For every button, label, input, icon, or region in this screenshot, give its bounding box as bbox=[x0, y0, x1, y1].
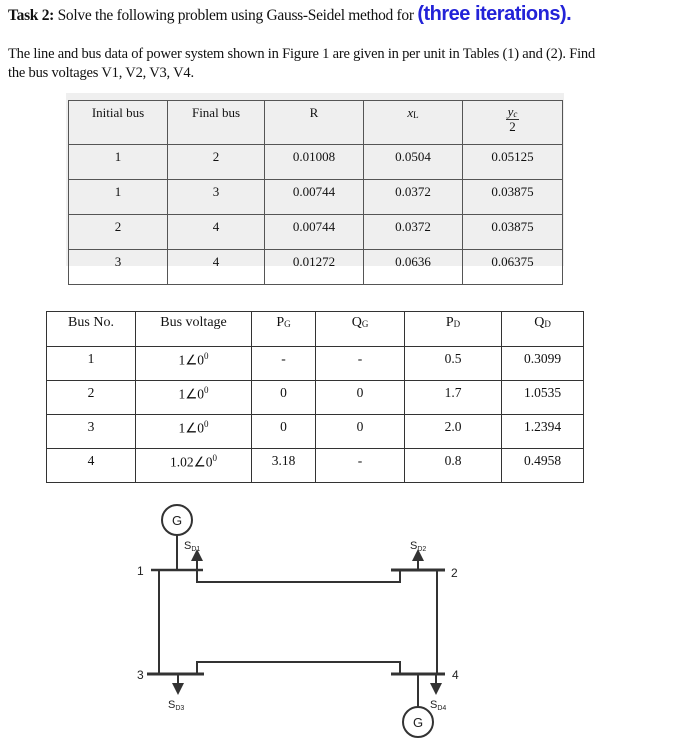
cell: 3 bbox=[69, 250, 168, 285]
cell: 4 bbox=[168, 215, 265, 250]
cell: 2 bbox=[168, 145, 265, 180]
line-3-4 bbox=[197, 662, 400, 674]
task-highlight: (three iterations). bbox=[417, 3, 572, 25]
load-symbol: S bbox=[184, 540, 192, 552]
angle-symbol: ∠ bbox=[185, 420, 198, 436]
cell-bus-no: 3 bbox=[47, 415, 136, 449]
cell: 0.0372 bbox=[364, 215, 463, 250]
load-label-4 bbox=[430, 699, 446, 712]
load-label-1 bbox=[184, 540, 200, 553]
yc-subscript: c bbox=[513, 109, 518, 119]
cell-qg: - bbox=[316, 347, 405, 381]
bus-label-1: 1 bbox=[137, 564, 144, 578]
degree-symbol: 0 bbox=[204, 351, 209, 361]
degree-symbol: 0 bbox=[212, 453, 217, 463]
pd-symbol: P bbox=[445, 315, 454, 330]
yc-denominator: 2 bbox=[509, 119, 516, 134]
cell: 1 bbox=[69, 180, 168, 215]
cell: 0.03875 bbox=[463, 180, 563, 215]
cell-qg: - bbox=[316, 449, 405, 483]
qd-subscript: D bbox=[544, 319, 551, 329]
pg-subscript: G bbox=[284, 319, 291, 329]
cell-pd: 0.5 bbox=[405, 347, 502, 381]
load-label-2 bbox=[410, 540, 426, 553]
load-subscript: D1 bbox=[191, 546, 201, 553]
task-label: Task 2: bbox=[8, 7, 55, 24]
cell-pd: 0.8 bbox=[405, 449, 502, 483]
yc-symbol: y bbox=[507, 104, 514, 119]
load-symbol: S bbox=[430, 699, 438, 711]
cell: 2 bbox=[69, 215, 168, 250]
angle-symbol: ∠ bbox=[185, 352, 198, 368]
cell-qd: 1.2394 bbox=[502, 415, 584, 449]
voltage-magnitude: 1 bbox=[178, 420, 186, 436]
header-r: R bbox=[265, 101, 364, 145]
cell-qd: 0.3099 bbox=[502, 347, 584, 381]
bus-label-3: 3 bbox=[137, 668, 144, 682]
voltage-angle: 0 bbox=[197, 386, 205, 402]
cell: 0.01008 bbox=[265, 145, 364, 180]
qg-symbol: Q bbox=[351, 315, 362, 330]
intro-line-1: The line and bus data of power system shown in Figure 1 are given in per unit in Tables (1) and (2). Find bbox=[8, 46, 595, 62]
cell-bus-no: 1 bbox=[47, 347, 136, 381]
xl-subscript: L bbox=[413, 110, 419, 120]
angle-symbol: ∠ bbox=[193, 454, 206, 470]
cell-pg: 0 bbox=[252, 415, 316, 449]
voltage-angle: 0 bbox=[197, 420, 205, 436]
load-subscript: D2 bbox=[417, 546, 427, 553]
load-subscript: D3 bbox=[175, 705, 185, 712]
line-1-2 bbox=[197, 570, 400, 582]
pd-subscript: D bbox=[453, 319, 461, 329]
voltage-magnitude: 1 bbox=[178, 352, 186, 368]
load-symbol: S bbox=[168, 699, 176, 711]
cell: 3 bbox=[168, 180, 265, 215]
cell-qg: 0 bbox=[316, 415, 405, 449]
header-final-bus: Final bus bbox=[168, 101, 265, 145]
task-text: Solve the following problem using Gauss-Seidel method for bbox=[57, 7, 414, 24]
qg-subscript: G bbox=[361, 319, 369, 329]
load-label-3 bbox=[168, 699, 184, 712]
cell-qd: 1.0535 bbox=[502, 381, 584, 415]
load-symbol: S bbox=[410, 540, 418, 552]
cell-pg: - bbox=[252, 347, 316, 381]
cell-pd: 2.0 bbox=[405, 415, 502, 449]
cell: 0.01272 bbox=[265, 250, 364, 285]
voltage-magnitude: 1.02 bbox=[170, 454, 194, 470]
bus-label-4: 4 bbox=[452, 668, 459, 682]
cell-pd: 1.7 bbox=[405, 381, 502, 415]
cell: 0.0636 bbox=[364, 250, 463, 285]
generator-1-label: G bbox=[171, 513, 183, 528]
generator-4-label: G bbox=[412, 715, 424, 730]
cell: 0.0504 bbox=[364, 145, 463, 180]
header-bus-voltage: Bus voltage bbox=[136, 312, 252, 347]
bus-label-2: 2 bbox=[451, 566, 458, 580]
degree-symbol: 0 bbox=[204, 419, 209, 429]
cell-pg: 0 bbox=[252, 381, 316, 415]
cell-pg: 3.18 bbox=[252, 449, 316, 483]
intro-line-2: the bus voltages V1, V2, V3, V4. bbox=[8, 65, 194, 81]
cell: 0.03875 bbox=[463, 215, 563, 250]
voltage-angle: 0 bbox=[197, 352, 205, 368]
header-initial-bus: Initial bus bbox=[69, 101, 168, 145]
cell: 0.00744 bbox=[265, 180, 364, 215]
xl-symbol: x bbox=[407, 105, 414, 120]
degree-symbol: 0 bbox=[204, 385, 209, 395]
cell: 0.00744 bbox=[265, 215, 364, 250]
header-bus-no: Bus No. bbox=[47, 312, 136, 347]
cell-bus-no: 2 bbox=[47, 381, 136, 415]
cell: 0.0372 bbox=[364, 180, 463, 215]
cell-bus-no: 4 bbox=[47, 449, 136, 483]
voltage-angle: 0 bbox=[205, 454, 213, 470]
angle-symbol: ∠ bbox=[185, 386, 198, 402]
cell-qd: 0.4958 bbox=[502, 449, 584, 483]
cell: 4 bbox=[168, 250, 265, 285]
voltage-magnitude: 1 bbox=[178, 386, 186, 402]
cell: 1 bbox=[69, 145, 168, 180]
qd-symbol: Q bbox=[534, 315, 545, 330]
cell: 0.06375 bbox=[463, 250, 563, 285]
cell: 0.05125 bbox=[463, 145, 563, 180]
load-subscript: D4 bbox=[437, 705, 447, 712]
pg-symbol: P bbox=[276, 315, 285, 330]
cell-qg: 0 bbox=[316, 381, 405, 415]
